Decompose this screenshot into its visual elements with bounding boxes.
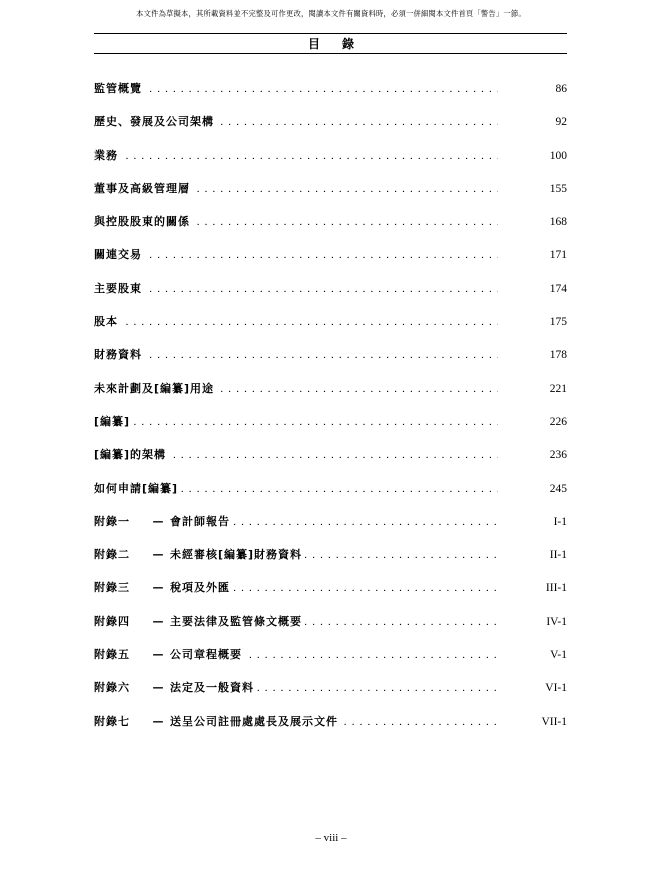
toc-entry-page: 155 [549, 182, 567, 195]
appendix-dash: — [152, 681, 164, 695]
toc-entry-page: 171 [549, 249, 567, 262]
appendix-dash: — [152, 581, 164, 595]
toc-appendix-7[interactable] [94, 715, 567, 748]
page-title [0, 35, 662, 52]
toc-entry-label: [編纂] [94, 415, 133, 428]
toc-entry-regulatory-overview[interactable] [94, 82, 567, 115]
appendix-page: I-1 [553, 515, 567, 528]
draft-disclaimer: 本文件為草擬本，其所載資料並不完整及可作更改，閱讀本文件有關資料時，必須一併細閱本文件首頁「警告」一節。 [136, 9, 526, 18]
toc-entry-page: 221 [549, 382, 567, 395]
toc-entry-label: 如何申請[編纂] [94, 482, 181, 495]
appendix-page: V-1 [550, 649, 567, 662]
page-number-footer: – viii – [315, 832, 347, 844]
toc-entry-page: 175 [549, 316, 567, 329]
toc-entry-history[interactable] [94, 115, 567, 148]
appendix-page: VII-1 [541, 715, 567, 728]
toc-entry-label: 關連交易 [94, 248, 145, 261]
toc-entry-share-capital[interactable] [94, 315, 567, 348]
appendix-prefix: 附錄六 [94, 681, 130, 695]
title-char-1: 目 [307, 37, 320, 51]
toc-entry-directors[interactable] [94, 182, 567, 215]
header-rule-bottom [94, 53, 567, 54]
toc-entry-label: 業務 [94, 149, 121, 162]
toc-entry-page: 236 [549, 449, 567, 462]
toc-entry-label: 與控股股東的關係 [94, 215, 193, 228]
table-of-contents [94, 82, 567, 748]
toc-entry-page: 92 [555, 116, 567, 129]
toc-entry-page: 168 [549, 216, 567, 229]
toc-entry-label: 財務資料 [94, 348, 145, 361]
toc-entry-label: 歷史、發展及公司架構 [94, 115, 217, 128]
title-char-2: 錄 [342, 37, 355, 51]
toc-entry-how-to-apply[interactable] [94, 482, 567, 515]
appendix-prefix: 附錄一 [94, 514, 130, 528]
toc-entry-label: [編纂]的架構 [94, 448, 169, 461]
toc-entry-redacted[interactable] [94, 415, 567, 448]
appendix-dash: — [152, 614, 164, 628]
toc-entry-page: 86 [555, 83, 567, 95]
appendix-label: 法定及一般資料 [170, 681, 257, 694]
appendix-dash: — [152, 514, 164, 528]
appendix-page: II-1 [549, 549, 567, 562]
toc-entry-financial-information[interactable] [94, 348, 567, 381]
toc-appendix-4[interactable] [94, 615, 567, 648]
toc-entry-controlling-shareholders[interactable] [94, 215, 567, 248]
toc-appendix-5[interactable] [94, 648, 567, 681]
appendix-dash: — [152, 714, 164, 728]
toc-entry-label: 主要股東 [94, 282, 145, 295]
toc-entry-label: 未來計劃及[編纂]用途 [94, 382, 217, 395]
appendix-label: 稅項及外匯 [170, 581, 233, 594]
appendix-prefix: 附錄五 [94, 648, 130, 662]
toc-entry-connected-transactions[interactable] [94, 248, 567, 281]
toc-entry-structure[interactable] [94, 448, 567, 481]
toc-entry-page: 226 [549, 415, 567, 428]
appendix-dash: — [152, 648, 164, 662]
appendix-prefix: 附錄七 [94, 714, 130, 728]
toc-entry-label: 股本 [94, 315, 121, 328]
header-rule-top [94, 33, 567, 34]
toc-appendix-3[interactable] [94, 581, 567, 614]
appendix-page: VI-1 [545, 682, 567, 695]
toc-appendix-6[interactable] [94, 681, 567, 714]
toc-entry-substantial-shareholders[interactable] [94, 282, 567, 315]
toc-entry-future-plans[interactable] [94, 382, 567, 415]
appendix-label: 公司章程概要 [170, 648, 245, 661]
toc-entry-label: 監管概覽 [94, 82, 145, 95]
appendix-label: 未經審核[編纂]財務資料 [170, 548, 305, 561]
appendix-page: IV-1 [546, 615, 567, 628]
appendix-prefix: 附錄二 [94, 548, 130, 562]
appendix-label: 會計師報告 [170, 515, 233, 528]
toc-appendix-2[interactable] [94, 548, 567, 581]
toc-entry-page: 174 [549, 282, 567, 295]
toc-entry-page: 100 [549, 149, 567, 162]
toc-entry-page: 245 [549, 482, 567, 495]
toc-entry-page: 178 [549, 349, 567, 362]
appendix-label: 送呈公司註冊處處長及展示文件 [170, 715, 341, 728]
appendix-prefix: 附錄三 [94, 581, 130, 595]
toc-entry-label: 董事及高級管理層 [94, 182, 193, 195]
appendix-prefix: 附錄四 [94, 614, 130, 628]
appendix-page: III-1 [545, 582, 567, 595]
toc-entry-business[interactable] [94, 149, 567, 182]
appendix-dash: — [152, 548, 164, 562]
toc-appendix-1[interactable] [94, 515, 567, 548]
appendix-label: 主要法律及監管條文概要 [170, 615, 305, 628]
